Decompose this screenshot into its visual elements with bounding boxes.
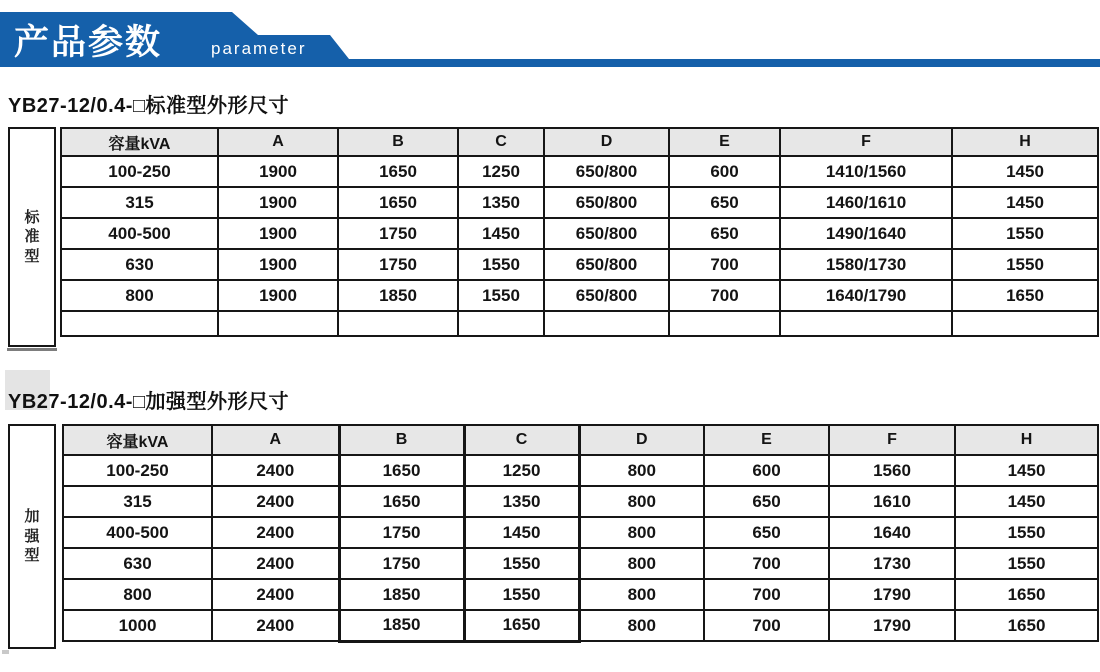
table-cell: 800	[61, 280, 218, 311]
table-cell: 600	[669, 156, 780, 187]
table-row	[61, 311, 1098, 336]
table-cell: 700	[669, 280, 780, 311]
column-header: F	[829, 425, 955, 455]
table-cell: 1650	[338, 156, 458, 187]
section1-side-label: 标准型	[24, 208, 40, 265]
column-header: E	[704, 425, 829, 455]
table-cell: 1460/1610	[780, 187, 952, 218]
table-cell: 1750	[338, 218, 458, 249]
reinforced-dimensions-table	[62, 424, 1099, 643]
table-row	[61, 187, 1098, 218]
table-cell: 1350	[458, 187, 544, 218]
table-cell: 2400	[212, 548, 339, 579]
column-header: 容量kVA	[61, 128, 218, 156]
table-cell: 700	[704, 579, 829, 610]
table-cell: 650	[704, 486, 829, 517]
table-cell	[952, 311, 1098, 336]
table-cell: 1550	[952, 249, 1098, 280]
table-cell: 700	[669, 249, 780, 280]
table-row	[63, 486, 1098, 517]
table-row	[63, 517, 1098, 548]
column-header: H	[955, 425, 1098, 455]
standard-dimensions-table	[60, 127, 1099, 337]
table-cell: 1640/1790	[780, 280, 952, 311]
column-header: B	[339, 425, 464, 455]
table-cell: 315	[61, 187, 218, 218]
column-header: 容量kVA	[63, 425, 212, 455]
table-cell: 650	[704, 517, 829, 548]
table-cell: 1750	[338, 249, 458, 280]
table-cell: 1250	[464, 455, 579, 486]
column-header: A	[212, 425, 339, 455]
table-cell: 650/800	[544, 218, 669, 249]
column-header: B	[338, 128, 458, 156]
table-row	[63, 455, 1098, 486]
table-cell: 100-250	[63, 455, 212, 486]
table-cell: 1610	[829, 486, 955, 517]
table-cell: 1350	[464, 486, 579, 517]
table-cell: 1490/1640	[780, 218, 952, 249]
column-header: C	[458, 128, 544, 156]
section1-title: YB27-12/0.4-□标准型外形尺寸	[8, 95, 290, 117]
table-cell: 1900	[218, 280, 338, 311]
table-cell: 1900	[218, 187, 338, 218]
table-cell: 1550	[458, 280, 544, 311]
scan-artifact-dot	[2, 650, 9, 654]
table-cell: 1550	[458, 249, 544, 280]
table-cell	[61, 311, 218, 336]
table-cell: 700	[704, 610, 829, 641]
table-cell: 1560	[829, 455, 955, 486]
column-header: A	[218, 128, 338, 156]
table-cell: 2400	[212, 579, 339, 610]
table-cell: 700	[704, 548, 829, 579]
table-cell: 1410/1560	[780, 156, 952, 187]
section2-side-box	[8, 424, 56, 649]
table-cell: 650/800	[544, 249, 669, 280]
column-header: D	[544, 128, 669, 156]
table-row	[63, 610, 1098, 641]
table-cell: 1750	[339, 517, 464, 548]
table-row	[61, 156, 1098, 187]
table-cell: 1850	[339, 610, 464, 641]
table-cell: 315	[63, 486, 212, 517]
table-cell: 1550	[464, 548, 579, 579]
table-row	[61, 280, 1098, 311]
table-cell: 1450	[952, 187, 1098, 218]
table-cell: 1550	[955, 517, 1098, 548]
table-cell: 650	[669, 218, 780, 249]
table-cell: 1000	[63, 610, 212, 641]
table-cell: 1580/1730	[780, 249, 952, 280]
column-header: H	[952, 128, 1098, 156]
table-cell: 2400	[212, 610, 339, 641]
table-cell	[458, 311, 544, 336]
table-cell: 650/800	[544, 156, 669, 187]
column-header: D	[579, 425, 704, 455]
table-cell: 2400	[212, 455, 339, 486]
table-cell: 1650	[955, 610, 1098, 641]
header-row	[63, 425, 1098, 455]
table-cell: 1900	[218, 156, 338, 187]
table-cell: 800	[579, 548, 704, 579]
table-cell: 1650	[464, 610, 579, 641]
table-cell	[544, 311, 669, 336]
table-cell: 1450	[955, 455, 1098, 486]
table-row	[63, 548, 1098, 579]
table-cell: 650	[669, 187, 780, 218]
table-cell: 1790	[829, 610, 955, 641]
table-cell: 1850	[339, 579, 464, 610]
table-cell: 100-250	[61, 156, 218, 187]
table-cell: 2400	[212, 486, 339, 517]
column-header: C	[464, 425, 579, 455]
table-cell: 800	[579, 579, 704, 610]
section2-title: YB27-12/0.4-□加强型外形尺寸	[8, 391, 290, 413]
table-cell: 1730	[829, 548, 955, 579]
table-cell: 800	[579, 517, 704, 548]
table-cell: 800	[579, 486, 704, 517]
page-banner	[0, 0, 1100, 70]
table-cell: 630	[63, 548, 212, 579]
banner-ribbon-shape	[0, 0, 1100, 70]
table-cell: 1650	[338, 187, 458, 218]
table-cell: 1250	[458, 156, 544, 187]
section2-side-label: 加强型	[24, 508, 40, 565]
table-cell	[669, 311, 780, 336]
table-cell: 1550	[952, 218, 1098, 249]
table-cell: 2400	[212, 517, 339, 548]
table-cell: 1640	[829, 517, 955, 548]
table-cell: 800	[579, 455, 704, 486]
banner-title-en: parameter	[211, 39, 307, 58]
table-cell: 800	[579, 610, 704, 641]
table-cell: 650/800	[544, 280, 669, 311]
column-header: E	[669, 128, 780, 156]
table-cell: 600	[704, 455, 829, 486]
table-cell: 1750	[339, 548, 464, 579]
table-cell: 1650	[952, 280, 1098, 311]
scan-artifact-underline	[7, 348, 57, 351]
banner-title-cn: 产品参数	[14, 23, 163, 62]
table-row	[61, 218, 1098, 249]
table-cell: 1450	[458, 218, 544, 249]
table-cell: 630	[61, 249, 218, 280]
table-cell	[338, 311, 458, 336]
table-cell	[218, 311, 338, 336]
table-cell: 650/800	[544, 187, 669, 218]
table-cell: 1650	[339, 486, 464, 517]
table-cell: 1450	[952, 156, 1098, 187]
table-cell: 1650	[339, 455, 464, 486]
table-cell: 1550	[955, 548, 1098, 579]
section1-side-box	[8, 127, 56, 347]
table-row	[61, 249, 1098, 280]
table-cell: 1790	[829, 579, 955, 610]
table-cell	[780, 311, 952, 336]
header-row	[61, 128, 1098, 156]
table-cell: 800	[63, 579, 212, 610]
table-cell: 1450	[955, 486, 1098, 517]
table-cell: 1450	[464, 517, 579, 548]
table-cell: 1550	[464, 579, 579, 610]
table-cell: 1850	[338, 280, 458, 311]
table-cell: 1900	[218, 218, 338, 249]
table-cell: 1900	[218, 249, 338, 280]
table-row	[63, 579, 1098, 610]
column-header: F	[780, 128, 952, 156]
table-cell: 400-500	[61, 218, 218, 249]
table-cell: 1650	[955, 579, 1098, 610]
table-cell: 400-500	[63, 517, 212, 548]
